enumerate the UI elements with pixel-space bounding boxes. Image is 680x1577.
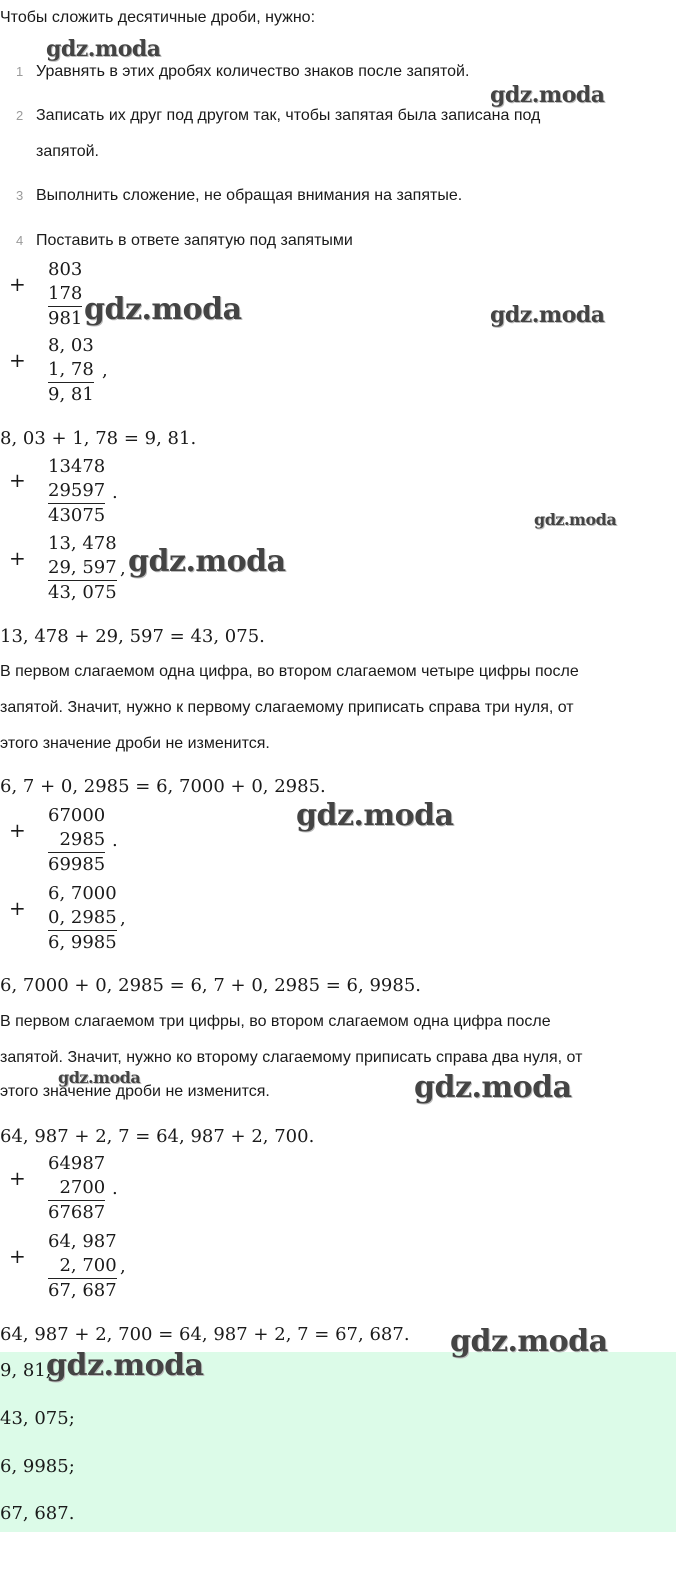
addend-1: 64, 987 bbox=[48, 1231, 117, 1252]
plus-sign: + bbox=[9, 818, 26, 842]
sum: 69985 bbox=[48, 854, 106, 875]
step-number: 2 bbox=[16, 108, 24, 123]
column-addition bbox=[48, 258, 82, 331]
answer-line: 9, 81; bbox=[0, 1360, 52, 1381]
plus-sign: + bbox=[9, 272, 26, 296]
watermark: gdz.moda bbox=[450, 1324, 608, 1359]
watermark: gdz.moda bbox=[534, 510, 617, 529]
answer-line: 67, 687. bbox=[0, 1503, 75, 1524]
trailing-punct: . bbox=[112, 830, 118, 851]
equation-result: 8, 03 + 1, 78 = 9, 81. bbox=[0, 428, 197, 449]
plus-sign: + bbox=[9, 1166, 26, 1190]
plus-sign: + bbox=[9, 468, 26, 492]
equation-result: 6, 7000 + 0, 2985 = 6, 7 + 0, 2985 = 6, 9985. bbox=[0, 975, 421, 996]
addend-2: 0, 2985 bbox=[48, 907, 117, 928]
step-number: 4 bbox=[16, 233, 24, 248]
addend-1: 803 bbox=[48, 259, 83, 280]
watermark: gdz.moda bbox=[46, 1348, 204, 1383]
watermark: gdz.moda bbox=[58, 1068, 141, 1087]
sum: 67, 687 bbox=[48, 1280, 117, 1301]
watermark: gdz.moda bbox=[414, 1070, 572, 1105]
sum: 981 bbox=[48, 308, 83, 329]
column-addition bbox=[48, 532, 117, 605]
plus-sign: + bbox=[9, 546, 26, 570]
step-text-continued: запятой. bbox=[36, 143, 99, 160]
addend-1: 13478 bbox=[48, 456, 106, 477]
column-addition bbox=[48, 334, 94, 407]
intro-text: Чтобы сложить десятичные дроби, нужно: bbox=[0, 9, 316, 26]
explanation-text: этого значение дроби не изменится. bbox=[0, 1083, 270, 1100]
explanation-text: В первом слагаемом три цифры, во втором слагаемом одна цифра после bbox=[0, 1013, 551, 1030]
column-addition bbox=[48, 1152, 105, 1225]
step-text: Уравнять в этих дробях количество знаков после запятой. bbox=[36, 63, 470, 80]
watermark: gdz.moda bbox=[296, 798, 454, 833]
addend-2: 29, 597 bbox=[48, 557, 117, 578]
sum: 43, 075 bbox=[48, 582, 117, 603]
column-addition bbox=[48, 882, 117, 955]
addend-1: 67000 bbox=[48, 805, 106, 826]
addend-2: 2700 bbox=[59, 1177, 106, 1198]
addend-2: 29597 bbox=[48, 480, 106, 501]
sum: 43075 bbox=[48, 505, 106, 526]
addend-1: 6, 7000 bbox=[48, 883, 117, 904]
sum: 6, 9985 bbox=[48, 932, 117, 953]
addend-1: 64987 bbox=[48, 1153, 106, 1174]
addend-2: 1, 78 bbox=[48, 359, 94, 380]
step-number: 1 bbox=[16, 64, 24, 79]
watermark: gdz.moda bbox=[128, 544, 286, 579]
answer-line: 6, 9985; bbox=[0, 1456, 75, 1477]
equation-result: 13, 478 + 29, 597 = 43, 075. bbox=[0, 626, 265, 647]
equation: 64, 987 + 2, 7 = 64, 987 + 2, 700. bbox=[0, 1126, 315, 1147]
trailing-punct: , bbox=[102, 360, 108, 381]
trailing-punct: , bbox=[120, 558, 126, 579]
trailing-punct: , bbox=[120, 1256, 126, 1277]
watermark: gdz.moda bbox=[84, 292, 242, 327]
addend-1: 13, 478 bbox=[48, 533, 117, 554]
sum: 9, 81 bbox=[48, 384, 94, 405]
step-text: Выполнить сложение, не обращая внимания на запятые. bbox=[36, 187, 463, 204]
explanation-text: запятой. Значит, нужно ко второму слагаемому приписать справа два нуля, от bbox=[0, 1049, 583, 1066]
plus-sign: + bbox=[9, 348, 26, 372]
explanation-text: В первом слагаемом одна цифра, во втором слагаемом четыре цифры после bbox=[0, 663, 579, 680]
watermark: gdz.moda bbox=[46, 36, 161, 62]
addend-2: 2985 bbox=[59, 829, 106, 850]
column-addition bbox=[48, 455, 105, 528]
addend-2: 178 bbox=[48, 283, 83, 304]
explanation-text: этого значение дроби не изменится. bbox=[0, 735, 270, 752]
answer-line: 43, 075; bbox=[0, 1408, 75, 1429]
trailing-punct: . bbox=[112, 1178, 118, 1199]
watermark: gdz.moda bbox=[490, 82, 605, 108]
step-number: 3 bbox=[16, 188, 24, 203]
equation: 6, 7 + 0, 2985 = 6, 7000 + 0, 2985. bbox=[0, 776, 326, 797]
column-addition bbox=[48, 1230, 117, 1303]
trailing-punct: , bbox=[120, 908, 126, 929]
step-text: Записать их друг под другом так, чтобы запятая была записана под bbox=[36, 107, 541, 124]
equation-result: 64, 987 + 2, 700 = 64, 987 + 2, 7 = 67, 687. bbox=[0, 1324, 410, 1345]
explanation-text: запятой. Значит, нужно к первому слагаемому приписать справа три нуля, от bbox=[0, 699, 574, 716]
watermark: gdz.moda bbox=[490, 302, 605, 328]
plus-sign: + bbox=[9, 896, 26, 920]
column-addition bbox=[48, 804, 105, 877]
plus-sign: + bbox=[9, 1244, 26, 1268]
sum: 67687 bbox=[48, 1202, 106, 1223]
step-text: Поставить в ответе запятую под запятыми bbox=[36, 232, 353, 249]
addend-2: 2, 700 bbox=[59, 1255, 117, 1276]
trailing-punct: . bbox=[112, 482, 118, 503]
addend-1: 8, 03 bbox=[48, 335, 94, 356]
